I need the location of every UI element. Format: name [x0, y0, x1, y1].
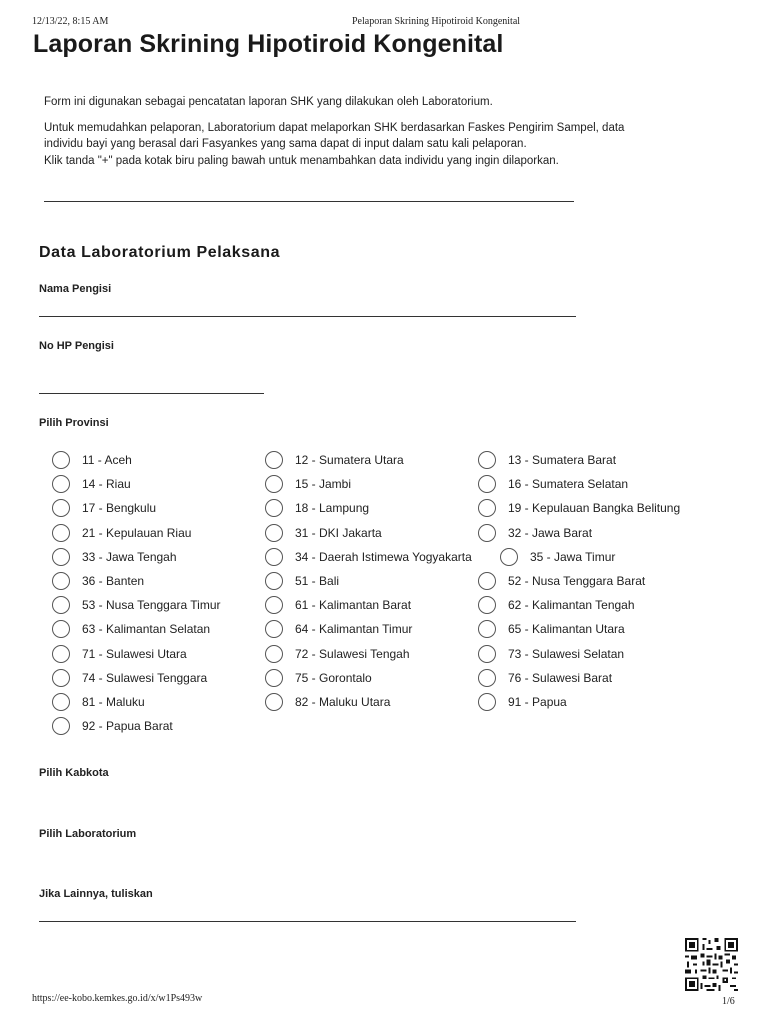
province-option-label: 64 - Kalimantan Timur [295, 622, 413, 636]
intro-divider [44, 201, 574, 202]
province-option[interactable] [52, 571, 144, 591]
print-datetime: 12/13/22, 8:15 AM [32, 16, 109, 27]
radio-button[interactable] [265, 596, 283, 614]
province-option[interactable] [478, 571, 645, 591]
intro-paragraph-1: Form ini digunakan sebagai pencatatan laporan SHK yang dilakukan oleh Laboratorium. [44, 96, 493, 108]
radio-button[interactable] [265, 499, 283, 517]
province-option-label: 18 - Lampung [295, 501, 370, 515]
radio-button[interactable] [52, 499, 70, 517]
province-option[interactable] [52, 595, 221, 615]
province-option[interactable] [478, 692, 567, 712]
province-option-label: 92 - Papua Barat [82, 719, 173, 733]
province-option-label: 31 - DKI Jakarta [295, 526, 382, 540]
province-option-label: 36 - Banten [82, 574, 145, 588]
province-option[interactable] [52, 668, 207, 688]
radio-button[interactable] [500, 548, 518, 566]
province-option[interactable] [265, 644, 410, 664]
lainnya-label: Jika Lainnya, tuliskan [39, 888, 153, 900]
print-page-title: Pelaporan Skrining Hipotiroid Kongenital [352, 16, 521, 27]
nama-pengisi-input[interactable] [39, 316, 576, 317]
province-option[interactable] [478, 498, 680, 518]
province-option-label: 13 - Sumatera Barat [508, 453, 617, 467]
province-option-label: 32 - Jawa Barat [508, 526, 593, 540]
province-option-label: 12 - Sumatera Utara [295, 453, 404, 467]
province-option-label: 16 - Sumatera Selatan [508, 477, 629, 491]
form-intro [44, 94, 664, 169]
laboratorium-label: Pilih Laboratorium [39, 828, 137, 840]
radio-button[interactable] [478, 596, 496, 614]
radio-button[interactable] [52, 475, 70, 493]
section-title: Data Laboratorium Pelaksana [39, 244, 281, 261]
province-option[interactable] [265, 474, 351, 494]
province-option[interactable] [52, 547, 177, 567]
province-option[interactable] [52, 474, 131, 494]
province-option[interactable] [52, 523, 191, 543]
lainnya-input[interactable] [39, 921, 576, 922]
province-option-label: 35 - Jawa Timur [530, 550, 616, 564]
nama-pengisi-label: Nama Pengisi [39, 283, 112, 295]
page-number: 1/6 [722, 996, 735, 1007]
province-option[interactable] [265, 668, 372, 688]
province-option-label: 15 - Jambi [295, 477, 352, 491]
province-option[interactable] [52, 450, 132, 470]
province-option-label: 17 - Bengkulu [82, 501, 157, 515]
province-option[interactable] [478, 668, 612, 688]
province-option-label: 51 - Bali [295, 574, 340, 588]
province-option[interactable] [265, 498, 369, 518]
province-option[interactable] [52, 644, 187, 664]
province-option-label: 19 - Kepulauan Bangka Belitung [508, 501, 681, 515]
radio-button[interactable] [265, 693, 283, 711]
radio-button[interactable] [52, 596, 70, 614]
province-option[interactable] [52, 692, 145, 712]
province-option-label: 73 - Sulawesi Selatan [508, 647, 625, 661]
province-option-label: 74 - Sulawesi Tenggara [82, 671, 208, 685]
intro-paragraph-2-text: Untuk memudahkan pelaporan, Laboratorium dapat melaporkan SHK berdasarkan Faskes Pengirim Sampel, data individu bayi yang berasal dari Fasyankes yang sama dapat di input dalam satu kali pelaporan. [44, 121, 625, 150]
province-option-label: 61 - Kalimantan Barat [295, 598, 412, 612]
radio-button[interactable] [478, 669, 496, 687]
provinsi-label: Pilih Provinsi [39, 417, 109, 429]
province-option[interactable] [478, 474, 628, 494]
province-option[interactable] [500, 547, 615, 567]
no-hp-label: No HP Pengisi [39, 340, 114, 352]
radio-button[interactable] [52, 548, 70, 566]
kabkota-label: Pilih Kabkota [39, 767, 109, 779]
radio-button[interactable] [265, 620, 283, 638]
radio-button[interactable] [265, 451, 283, 469]
no-hp-input[interactable] [39, 393, 264, 394]
province-option[interactable] [478, 595, 635, 615]
radio-button[interactable] [52, 717, 70, 735]
radio-button[interactable] [478, 451, 496, 469]
province-option-label: 91 - Papua [508, 695, 567, 709]
radio-button[interactable] [478, 620, 496, 638]
province-option[interactable] [478, 523, 592, 543]
province-option[interactable] [478, 619, 625, 639]
province-option[interactable] [265, 523, 382, 543]
province-option-label: 81 - Maluku [82, 695, 145, 709]
radio-button[interactable] [265, 645, 283, 663]
radio-button[interactable] [52, 645, 70, 663]
province-option-label: 21 - Kepulauan Riau [82, 526, 192, 540]
province-option[interactable] [478, 644, 624, 664]
qr-code [683, 936, 740, 993]
province-option-label: 75 - Gorontalo [295, 671, 372, 685]
radio-button[interactable] [265, 548, 283, 566]
province-option-label: 72 - Sulawesi Tengah [295, 647, 410, 661]
radio-button[interactable] [52, 669, 70, 687]
province-option-label: 33 - Jawa Tengah [82, 550, 177, 564]
radio-button[interactable] [478, 524, 496, 542]
province-option-label: 65 - Kalimantan Utara [508, 622, 625, 636]
province-option[interactable] [265, 692, 390, 712]
province-option-label: 62 - Kalimantan Tengah [508, 598, 635, 612]
province-option[interactable] [265, 595, 411, 615]
radio-button[interactable] [265, 572, 283, 590]
province-option-label: 63 - Kalimantan Selatan [82, 622, 211, 636]
province-option-label: 34 - Daerah Istimewa Yogyakarta [295, 550, 472, 564]
province-option-label: 11 - Aceh [82, 453, 132, 467]
radio-button[interactable] [265, 669, 283, 687]
province-option-label: 14 - Riau [82, 477, 131, 491]
radio-button[interactable] [478, 693, 496, 711]
form-title: Laporan Skrining Hipotiroid Kongenital [33, 30, 504, 58]
footer-url: https://ee-kobo.kemkes.go.id/x/w1Ps493w [32, 993, 203, 1004]
province-option-label: 82 - Maluku Utara [295, 695, 391, 709]
intro-paragraph-2 [44, 120, 664, 170]
intro-paragraph-3-text: Klik tanda "+" pada kotak biru paling bawah untuk menambahkan data individu yang ingin dilaporkan. [44, 154, 559, 167]
province-option[interactable] [265, 571, 339, 591]
radio-button[interactable] [478, 645, 496, 663]
province-option[interactable] [52, 716, 173, 736]
radio-button[interactable] [478, 475, 496, 493]
radio-button[interactable] [265, 475, 283, 493]
province-option[interactable] [265, 547, 472, 567]
province-option-label: 53 - Nusa Tenggara Timur [82, 598, 221, 612]
radio-button[interactable] [52, 693, 70, 711]
province-option[interactable] [52, 498, 156, 518]
radio-button[interactable] [52, 524, 70, 542]
province-option[interactable] [265, 450, 404, 470]
radio-button[interactable] [52, 451, 70, 469]
radio-button[interactable] [52, 572, 70, 590]
radio-button[interactable] [52, 620, 70, 638]
province-option-label: 52 - Nusa Tenggara Barat [508, 574, 646, 588]
province-option-label: 71 - Sulawesi Utara [82, 647, 187, 661]
province-option[interactable] [265, 619, 412, 639]
province-option[interactable] [478, 450, 616, 470]
province-option-label: 76 - Sulawesi Barat [508, 671, 613, 685]
radio-button[interactable] [478, 572, 496, 590]
radio-button[interactable] [265, 524, 283, 542]
radio-button[interactable] [478, 499, 496, 517]
province-option[interactable] [52, 619, 210, 639]
